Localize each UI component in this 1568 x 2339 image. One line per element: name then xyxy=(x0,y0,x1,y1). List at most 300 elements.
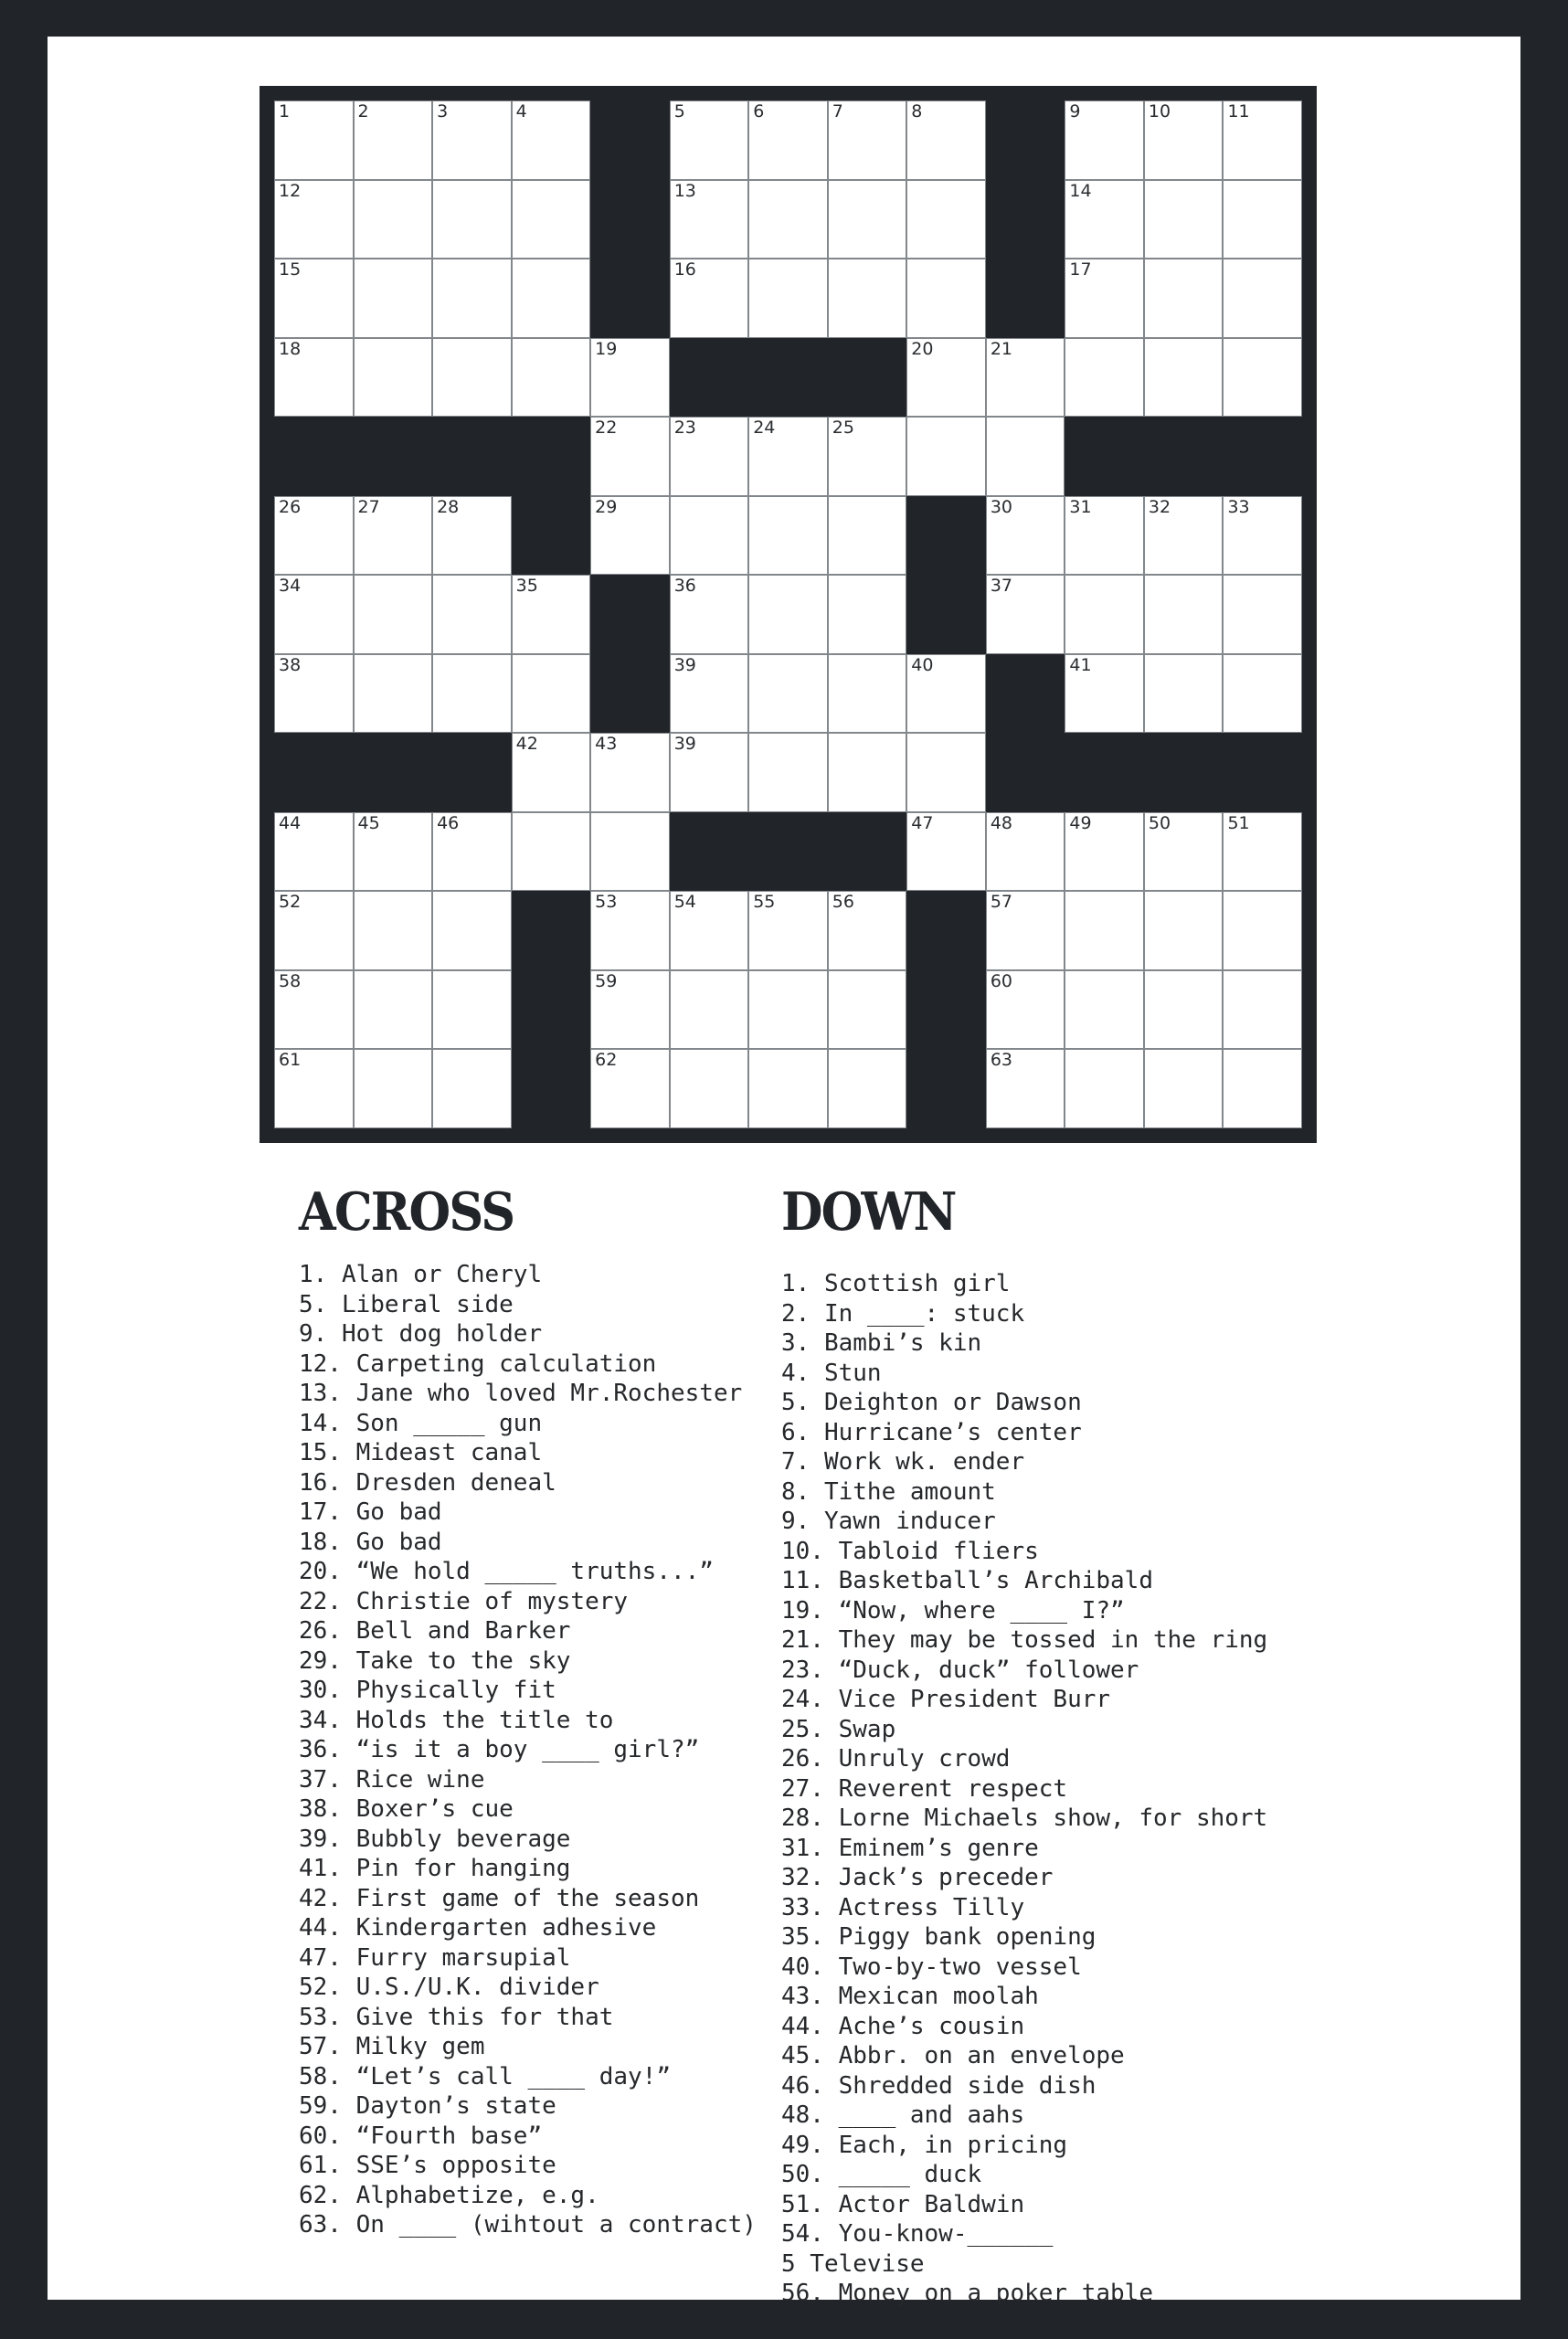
grid-cell[interactable] xyxy=(354,891,433,970)
down-clue: 48. ____ and aahs xyxy=(781,2101,1025,2129)
cell-number: 50 xyxy=(1148,812,1171,833)
across-clue: 9. Hot dog holder xyxy=(299,1320,543,1348)
across-clue: 39. Bubbly beverage xyxy=(299,1825,571,1853)
across-clue: 20. “We hold _____ truths...” xyxy=(299,1558,714,1585)
grid-cell[interactable] xyxy=(590,496,670,576)
down-clue: 23. “Duck, duck” follower xyxy=(781,1656,1139,1684)
cell-number: 56 xyxy=(832,892,854,913)
cell-number: 60 xyxy=(990,970,1013,991)
grid-block xyxy=(590,654,670,734)
grid-cell[interactable] xyxy=(1065,970,1144,1050)
cell-number: 26 xyxy=(279,496,302,517)
grid-cell[interactable] xyxy=(432,1049,512,1128)
cell-number: 43 xyxy=(595,734,618,755)
cell-number: 30 xyxy=(990,496,1013,517)
cell-number: 41 xyxy=(1069,654,1092,675)
down-clue: 32. Jack’s preceder xyxy=(781,1864,1054,1891)
cell-number: 44 xyxy=(279,812,302,833)
grid-cell[interactable] xyxy=(828,654,907,734)
across-clue: 22. Christie of mystery xyxy=(299,1587,629,1615)
cell-number: 34 xyxy=(279,576,302,597)
across-clue: 36. “is it a boy ____ girl?” xyxy=(299,1736,700,1763)
crossword-grid xyxy=(274,101,1302,1128)
grid-block xyxy=(986,733,1065,812)
grid-cell[interactable] xyxy=(670,891,749,970)
grid-block xyxy=(1144,417,1224,496)
grid-block xyxy=(828,812,907,892)
cell-number: 15 xyxy=(279,259,302,280)
grid-cell[interactable] xyxy=(906,259,986,338)
grid-block xyxy=(432,417,512,496)
grid-cell[interactable] xyxy=(1223,891,1302,970)
grid-cell[interactable] xyxy=(1144,338,1224,418)
grid-cell[interactable] xyxy=(1223,259,1302,338)
cell-number: 1 xyxy=(279,101,291,122)
cell-number: 9 xyxy=(1069,101,1081,122)
cell-number: 13 xyxy=(673,180,696,201)
grid-cell[interactable] xyxy=(274,970,354,1050)
grid-cell[interactable] xyxy=(590,733,670,812)
grid-cell[interactable] xyxy=(986,812,1065,892)
across-clue: 38. Boxer’s cue xyxy=(299,1795,514,1823)
grid-cell[interactable] xyxy=(906,654,986,734)
grid-cell[interactable] xyxy=(1223,338,1302,418)
across-clue: 60. “Fourth base” xyxy=(299,2122,543,2150)
cell-number: 8 xyxy=(911,101,923,122)
grid-cell[interactable] xyxy=(1144,180,1224,259)
grid-cell[interactable] xyxy=(432,891,512,970)
cell-number: 23 xyxy=(673,418,696,439)
across-clue-list xyxy=(299,1260,783,2240)
cell-number: 33 xyxy=(1227,496,1250,517)
across-clue: 61. SSE’s opposite xyxy=(299,2152,556,2179)
down-clue: 25. Swap xyxy=(781,1715,896,1743)
grid-cell[interactable] xyxy=(512,654,591,734)
down-section xyxy=(781,1181,1384,2309)
grid-block xyxy=(590,575,670,654)
down-clue: 51. Actor Baldwin xyxy=(781,2190,1025,2218)
grid-block xyxy=(986,654,1065,734)
grid-cell[interactable] xyxy=(828,259,907,338)
grid-block xyxy=(512,496,591,576)
grid-block xyxy=(274,733,354,812)
cell-number: 19 xyxy=(595,338,618,359)
down-clue: 9. Yawn inducer xyxy=(781,1508,996,1535)
grid-block xyxy=(1223,733,1302,812)
down-clue: 54. You-know-______ xyxy=(781,2220,1054,2248)
cell-number: 55 xyxy=(753,892,776,913)
grid-cell[interactable] xyxy=(986,338,1065,418)
across-clue: 18. Go bad xyxy=(299,1528,442,1556)
down-clue: 26. Unruly crowd xyxy=(781,1745,1011,1773)
down-clue: 7. Work wk. ender xyxy=(781,1448,1025,1476)
down-clue: 27. Reverent respect xyxy=(781,1774,1068,1803)
down-clue: 49. Each, in pricing xyxy=(781,2131,1068,2159)
grid-cell[interactable] xyxy=(354,101,433,180)
grid-cell[interactable] xyxy=(432,259,512,338)
cell-number: 62 xyxy=(595,1050,618,1071)
across-clue: 5. Liberal side xyxy=(299,1290,514,1318)
grid-block xyxy=(432,733,512,812)
cell-number: 58 xyxy=(279,970,302,991)
cell-number: 12 xyxy=(279,180,302,201)
down-clue: 50. _____ duck xyxy=(781,2161,982,2188)
grid-cell[interactable] xyxy=(986,1049,1065,1128)
grid-cell[interactable] xyxy=(1065,812,1144,892)
grid-cell[interactable] xyxy=(354,259,433,338)
cell-number: 32 xyxy=(1148,496,1171,517)
across-clue: 26. Bell and Barker xyxy=(299,1617,571,1645)
grid-cell[interactable] xyxy=(354,1049,433,1128)
down-title: DOWN xyxy=(781,1181,956,1243)
grid-block xyxy=(512,1049,591,1128)
grid-cell[interactable] xyxy=(1144,891,1224,970)
grid-cell[interactable] xyxy=(274,496,354,576)
grid-cell[interactable] xyxy=(906,338,986,418)
grid-block xyxy=(1065,417,1144,496)
grid-block xyxy=(906,891,986,970)
grid-cell[interactable] xyxy=(748,654,828,734)
grid-cell[interactable] xyxy=(828,1049,907,1128)
grid-block xyxy=(274,417,354,496)
grid-cell[interactable] xyxy=(1223,654,1302,734)
grid-cell[interactable] xyxy=(354,812,433,892)
across-clue: 37. Rice wine xyxy=(299,1765,485,1794)
grid-block xyxy=(1065,733,1144,812)
grid-cell[interactable] xyxy=(1144,101,1224,180)
cell-number: 54 xyxy=(673,892,696,913)
cell-number: 57 xyxy=(990,892,1013,913)
across-clue: 58. “Let’s call ____ day!” xyxy=(299,2062,671,2090)
across-clue: 16. Dresden deneal xyxy=(299,1468,556,1497)
across-clue: 15. Mideast canal xyxy=(299,1439,543,1466)
grid-cell[interactable] xyxy=(986,417,1065,496)
grid-cell[interactable] xyxy=(274,1049,354,1128)
down-clue: 6. Hurricane’s center xyxy=(781,1418,1082,1446)
grid-cell[interactable] xyxy=(512,338,591,418)
grid-cell[interactable] xyxy=(748,180,828,259)
grid-cell[interactable] xyxy=(512,259,591,338)
grid-cell[interactable] xyxy=(1065,575,1144,654)
grid-cell[interactable] xyxy=(748,970,828,1050)
cell-number: 46 xyxy=(437,812,460,833)
grid-cell[interactable] xyxy=(274,180,354,259)
grid-block xyxy=(512,417,591,496)
grid-cell[interactable] xyxy=(512,101,591,180)
grid-block xyxy=(590,180,670,259)
grid-cell[interactable] xyxy=(1144,1049,1224,1128)
grid-cell[interactable] xyxy=(274,338,354,418)
down-clue: 46. Shredded side dish xyxy=(781,2071,1097,2100)
grid-cell[interactable] xyxy=(590,891,670,970)
cell-number: 25 xyxy=(832,418,854,439)
grid-block xyxy=(590,259,670,338)
grid-cell[interactable] xyxy=(1223,496,1302,576)
down-clue: 3. Bambi’s kin xyxy=(781,1329,982,1357)
grid-cell[interactable] xyxy=(1065,496,1144,576)
grid-cell[interactable] xyxy=(828,575,907,654)
grid-cell[interactable] xyxy=(828,101,907,180)
grid-cell[interactable] xyxy=(432,654,512,734)
grid-cell[interactable] xyxy=(828,970,907,1050)
grid-cell[interactable] xyxy=(1223,1049,1302,1128)
down-clue: 24. Vice President Burr xyxy=(781,1686,1111,1713)
grid-cell[interactable] xyxy=(432,338,512,418)
cell-number: 4 xyxy=(515,101,527,122)
cell-number: 24 xyxy=(753,418,776,439)
down-clue: 4. Stun xyxy=(781,1359,882,1387)
across-clue: 30. Physically fit xyxy=(299,1677,556,1704)
across-clue: 53. Give this for that xyxy=(299,2003,614,2031)
grid-cell[interactable] xyxy=(748,496,828,576)
grid-cell[interactable] xyxy=(1065,338,1144,418)
down-clue: 56. Money on a poker table xyxy=(781,2280,1153,2307)
down-clue: 33. Actress Tilly xyxy=(781,1893,1025,1921)
grid-cell[interactable] xyxy=(590,1049,670,1128)
cell-number: 59 xyxy=(595,970,618,991)
grid-cell[interactable] xyxy=(432,180,512,259)
grid-cell[interactable] xyxy=(670,101,749,180)
grid-cell[interactable] xyxy=(354,575,433,654)
grid-cell[interactable] xyxy=(1065,654,1144,734)
down-clue: 5. Deighton or Dawson xyxy=(781,1389,1082,1416)
grid-cell[interactable] xyxy=(1065,259,1144,338)
cell-number: 63 xyxy=(990,1050,1013,1071)
across-clue: 41. Pin for hanging xyxy=(299,1855,571,1882)
grid-block xyxy=(986,259,1065,338)
grid-block xyxy=(906,575,986,654)
grid-block xyxy=(1144,733,1224,812)
cell-number: 14 xyxy=(1069,180,1092,201)
down-clue-list xyxy=(781,1269,1384,2309)
cell-number: 52 xyxy=(279,892,302,913)
grid-cell[interactable] xyxy=(1223,180,1302,259)
cell-number: 5 xyxy=(673,101,685,122)
across-clue: 59. Dayton’s state xyxy=(299,2092,556,2120)
cell-number: 28 xyxy=(437,496,460,517)
grid-block xyxy=(906,970,986,1050)
across-clue: 17. Go bad xyxy=(299,1498,442,1526)
grid-cell[interactable] xyxy=(828,496,907,576)
grid-cell[interactable] xyxy=(590,417,670,496)
grid-cell[interactable] xyxy=(354,654,433,734)
down-clue: 44. Ache’s cousin xyxy=(781,2012,1025,2040)
grid-cell[interactable] xyxy=(432,496,512,576)
grid-cell[interactable] xyxy=(748,733,828,812)
grid-cell[interactable] xyxy=(1065,180,1144,259)
cell-number: 49 xyxy=(1069,812,1092,833)
cell-number: 31 xyxy=(1069,496,1092,517)
grid-cell[interactable] xyxy=(1144,259,1224,338)
grid-cell[interactable] xyxy=(670,180,749,259)
grid-cell[interactable] xyxy=(590,970,670,1050)
grid-cell[interactable] xyxy=(670,417,749,496)
grid-block xyxy=(1223,417,1302,496)
grid-block xyxy=(512,970,591,1050)
down-clue: 10. Tabloid fliers xyxy=(781,1537,1039,1565)
grid-cell[interactable] xyxy=(906,180,986,259)
grid-cell[interactable] xyxy=(274,891,354,970)
grid-cell[interactable] xyxy=(670,496,749,576)
crossword-grid-frame xyxy=(260,86,1317,1143)
across-clue: 13. Jane who loved Mr.Rochester xyxy=(299,1380,743,1407)
grid-cell[interactable] xyxy=(670,654,749,734)
grid-cell[interactable] xyxy=(670,575,749,654)
across-section xyxy=(299,1181,783,2240)
cell-number: 21 xyxy=(990,338,1013,359)
grid-cell[interactable] xyxy=(354,180,433,259)
cell-number: 35 xyxy=(515,576,538,597)
grid-cell[interactable] xyxy=(354,970,433,1050)
grid-cell[interactable] xyxy=(670,970,749,1050)
across-clue: 47. Furry marsupial xyxy=(299,1943,571,1972)
grid-cell[interactable] xyxy=(1144,812,1224,892)
grid-cell[interactable] xyxy=(274,654,354,734)
grid-cell[interactable] xyxy=(986,496,1065,576)
across-clue: 14. Son _____ gun xyxy=(299,1409,543,1437)
grid-cell[interactable] xyxy=(1223,812,1302,892)
grid-block xyxy=(828,338,907,418)
grid-cell[interactable] xyxy=(1144,575,1224,654)
grid-cell[interactable] xyxy=(1065,101,1144,180)
cell-number: 42 xyxy=(515,734,538,755)
cell-number: 40 xyxy=(911,654,934,675)
grid-cell[interactable] xyxy=(828,733,907,812)
cell-number: 7 xyxy=(832,101,843,122)
grid-cell[interactable] xyxy=(748,101,828,180)
across-clue: 62. Alphabetize, e.g. xyxy=(299,2181,599,2209)
grid-cell[interactable] xyxy=(748,417,828,496)
cell-number: 18 xyxy=(279,338,302,359)
cell-number: 22 xyxy=(595,418,618,439)
grid-cell[interactable] xyxy=(274,101,354,180)
grid-cell[interactable] xyxy=(670,733,749,812)
grid-block xyxy=(986,180,1065,259)
grid-cell[interactable] xyxy=(906,417,986,496)
grid-cell[interactable] xyxy=(748,891,828,970)
cell-number: 51 xyxy=(1227,812,1250,833)
across-clue: 44. Kindergarten adhesive xyxy=(299,1914,657,1942)
cell-number: 10 xyxy=(1148,101,1171,122)
grid-cell[interactable] xyxy=(828,417,907,496)
across-clue: 34. Holds the title to xyxy=(299,1706,614,1734)
grid-cell[interactable] xyxy=(1144,970,1224,1050)
cell-number: 48 xyxy=(990,812,1013,833)
grid-cell[interactable] xyxy=(748,259,828,338)
grid-cell[interactable] xyxy=(748,1049,828,1128)
down-clue: 21. They may be tossed in the ring xyxy=(781,1626,1268,1654)
cell-number: 17 xyxy=(1069,259,1092,280)
grid-cell[interactable] xyxy=(828,180,907,259)
grid-cell[interactable] xyxy=(512,733,591,812)
down-clue: 1. Scottish girl xyxy=(781,1270,1011,1297)
grid-cell[interactable] xyxy=(906,812,986,892)
grid-cell[interactable] xyxy=(274,575,354,654)
grid-cell[interactable] xyxy=(670,259,749,338)
grid-cell[interactable] xyxy=(590,812,670,892)
cell-number: 45 xyxy=(357,812,380,833)
grid-cell[interactable] xyxy=(354,496,433,576)
grid-block xyxy=(590,101,670,180)
grid-cell[interactable] xyxy=(1223,970,1302,1050)
cell-number: 20 xyxy=(911,338,934,359)
down-clue: 11. Basketball’s Archibald xyxy=(781,1567,1153,1594)
down-clue: 43. Mexican moolah xyxy=(781,1983,1039,2010)
grid-cell[interactable] xyxy=(748,575,828,654)
grid-cell[interactable] xyxy=(670,1049,749,1128)
cell-number: 53 xyxy=(595,892,618,913)
grid-cell[interactable] xyxy=(432,812,512,892)
cell-number: 39 xyxy=(673,654,696,675)
across-clue: 1. Alan or Cheryl xyxy=(299,1261,543,1288)
grid-cell[interactable] xyxy=(1223,101,1302,180)
grid-block xyxy=(906,496,986,576)
cell-number: 2 xyxy=(357,101,369,122)
grid-cell[interactable] xyxy=(1144,496,1224,576)
across-clue: 63. On ____ (wihtout a contract) xyxy=(299,2211,757,2238)
grid-block xyxy=(512,891,591,970)
cell-number: 39 xyxy=(673,734,696,755)
cell-number: 61 xyxy=(279,1050,302,1071)
grid-cell[interactable] xyxy=(906,101,986,180)
cell-number: 37 xyxy=(990,576,1013,597)
grid-block xyxy=(986,101,1065,180)
grid-cell[interactable] xyxy=(512,812,591,892)
across-clue: 52. U.S./U.K. divider xyxy=(299,1974,599,2001)
cell-number: 6 xyxy=(753,101,765,122)
grid-cell[interactable] xyxy=(590,338,670,418)
grid-block xyxy=(354,733,433,812)
grid-cell[interactable] xyxy=(906,733,986,812)
cell-number: 38 xyxy=(279,654,302,675)
grid-cell[interactable] xyxy=(1144,654,1224,734)
grid-cell[interactable] xyxy=(828,891,907,970)
grid-cell[interactable] xyxy=(986,970,1065,1050)
grid-cell[interactable] xyxy=(354,338,433,418)
grid-cell[interactable] xyxy=(274,259,354,338)
across-clue: 42. First game of the season xyxy=(299,1884,700,1912)
down-clue: 2. In ____: stuck xyxy=(781,1299,1025,1328)
cell-number: 47 xyxy=(911,812,934,833)
down-clue: 31. Eminem’s genre xyxy=(781,1834,1039,1862)
grid-block xyxy=(906,1049,986,1128)
grid-cell[interactable] xyxy=(512,180,591,259)
grid-cell[interactable] xyxy=(1223,575,1302,654)
grid-cell[interactable] xyxy=(1065,1049,1144,1128)
grid-cell[interactable] xyxy=(274,812,354,892)
cell-number: 16 xyxy=(673,259,696,280)
grid-cell[interactable] xyxy=(986,891,1065,970)
grid-cell[interactable] xyxy=(512,575,591,654)
grid-block xyxy=(354,417,433,496)
across-clue: 12. Carpeting calculation xyxy=(299,1349,657,1378)
grid-block xyxy=(670,338,749,418)
grid-block xyxy=(748,812,828,892)
down-clue: 19. “Now, where ____ I?” xyxy=(781,1596,1125,1625)
cell-number: 27 xyxy=(357,496,380,517)
grid-cell[interactable] xyxy=(986,575,1065,654)
grid-block xyxy=(670,812,749,892)
down-clue: 5 Televise xyxy=(781,2249,925,2278)
grid-block xyxy=(748,338,828,418)
grid-cell[interactable] xyxy=(432,575,512,654)
grid-cell[interactable] xyxy=(1065,891,1144,970)
cell-number: 3 xyxy=(437,101,449,122)
cell-number: 36 xyxy=(673,576,696,597)
grid-cell[interactable] xyxy=(432,101,512,180)
down-clue: 8. Tithe amount xyxy=(781,1477,996,1506)
grid-cell[interactable] xyxy=(432,970,512,1050)
